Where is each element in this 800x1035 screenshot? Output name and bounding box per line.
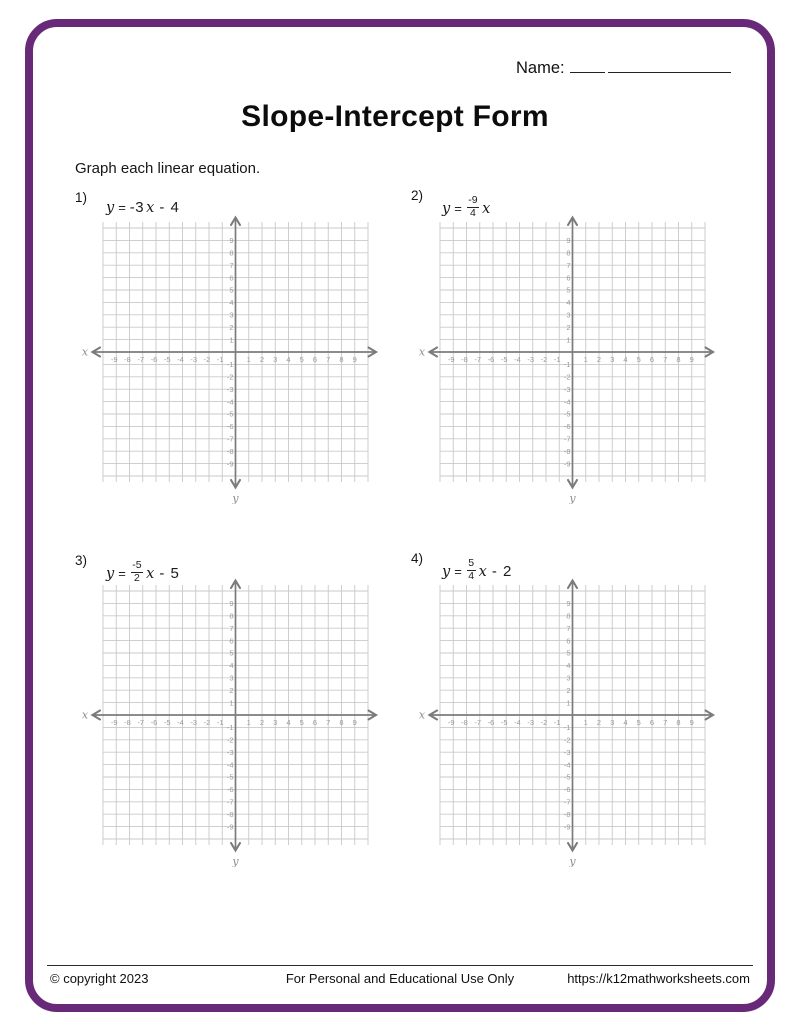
problem-1-number: 1) [75, 190, 88, 205]
x-tick-label: 5 [299, 355, 304, 364]
y-tick-label: -3 [563, 747, 571, 757]
equals-sign: = [454, 564, 462, 580]
y-tick-label: 7 [566, 260, 571, 270]
x-tick-label: 6 [312, 718, 318, 727]
x-tick-label: 5 [636, 355, 641, 364]
equation-constant: - 4 [159, 199, 180, 216]
y-tick-label: 9 [566, 236, 571, 246]
y-tick-label: 5 [229, 285, 234, 295]
x-axis [93, 711, 377, 720]
coordinate-grid-2[interactable] [416, 214, 718, 504]
y-tick-label: -2 [226, 735, 234, 745]
x-tick-label: 6 [649, 355, 655, 364]
x-tick-label: 4 [623, 718, 628, 727]
y-tick-label: 5 [229, 648, 234, 658]
x-axis-label: x [81, 345, 89, 359]
x-tick-label: -6 [487, 718, 495, 727]
x-tick-label: 6 [649, 718, 655, 727]
x-tick-label: 8 [676, 355, 681, 364]
equation-lhs: y [106, 200, 115, 216]
y-tick-label: 6 [229, 273, 234, 283]
x-tick-label: 4 [286, 355, 291, 364]
equals-sign: = [454, 201, 462, 217]
x-tick-label: 2 [596, 355, 602, 364]
y-tick-label: 5 [566, 285, 571, 295]
x-tick-label: 1 [246, 718, 251, 727]
fraction-numerator: 5 [467, 558, 476, 571]
grid-svg [416, 577, 718, 867]
y-tick-label: 1 [229, 335, 234, 345]
x-tick-label: -8 [124, 718, 131, 727]
x-tick-label: -9 [447, 718, 455, 727]
equation-lhs: y [442, 201, 451, 218]
x-tick-label: -2 [203, 718, 211, 727]
x-tick-label: 1 [583, 355, 588, 364]
coordinate-grid-4[interactable] [416, 577, 718, 867]
y-tick-label: -9 [226, 822, 234, 832]
y-tick-label: -2 [563, 735, 571, 745]
x-tick-label: 7 [326, 355, 331, 364]
y-tick-label: -8 [563, 446, 571, 456]
x-tick-label: 8 [676, 718, 681, 727]
x-tick-label: -9 [110, 355, 118, 364]
y-tick-label: 8 [229, 248, 234, 258]
y-tick-label: -5 [226, 772, 234, 782]
grid-svg [79, 577, 381, 867]
y-tick-label: -7 [563, 797, 571, 807]
equation-variable: x [146, 566, 155, 583]
x-tick-label: -2 [540, 355, 548, 364]
y-tick-label: -4 [563, 760, 571, 770]
y-tick-label: 5 [566, 648, 571, 658]
y-tick-label: 2 [566, 322, 571, 332]
equals-sign: = [118, 200, 126, 215]
y-tick-label: -8 [563, 809, 571, 819]
y-tick-label: -5 [563, 772, 571, 782]
y-tick-label: 1 [229, 698, 234, 708]
equation-variable: x [482, 201, 491, 218]
y-tick-label: -6 [226, 422, 234, 432]
x-axis-label: x [418, 345, 426, 359]
problem-3-number: 3) [75, 553, 88, 568]
x-tick-label: 9 [352, 718, 357, 727]
y-tick-label: 6 [229, 636, 234, 646]
y-tick-label: 3 [566, 310, 571, 320]
y-tick-label: 4 [229, 661, 234, 671]
y-axis-label: y [232, 855, 239, 867]
y-tick-label: -4 [226, 760, 234, 770]
x-tick-label: 5 [636, 718, 641, 727]
y-tick-label: -5 [226, 409, 234, 419]
fraction-numerator: -9 [467, 195, 479, 208]
x-tick-label: 3 [273, 355, 278, 364]
equation-lhs: y [106, 566, 115, 583]
x-tick-label: -8 [461, 355, 468, 364]
x-tick-label: 9 [689, 355, 694, 364]
x-tick-label: -4 [177, 718, 184, 727]
instruction-text: Graph each linear equation. [75, 160, 261, 177]
x-tick-label: -4 [514, 718, 521, 727]
x-tick-label: -2 [540, 718, 548, 727]
y-tick-label: 8 [566, 248, 571, 258]
y-tick-label: -9 [563, 459, 571, 469]
x-tick-label: -7 [474, 718, 482, 727]
y-tick-label: 9 [566, 599, 571, 609]
y-tick-label: -7 [563, 434, 571, 444]
y-axis-label: y [232, 492, 239, 504]
y-tick-label: 9 [229, 599, 234, 609]
y-tick-label: -5 [563, 409, 571, 419]
equation-variable: x [478, 564, 487, 581]
y-tick-label: 3 [229, 310, 234, 320]
x-tick-label: -8 [461, 718, 468, 727]
footer-usage-text: For Personal and Educational Use Only [285, 971, 515, 986]
y-tick-label: 8 [566, 611, 571, 621]
y-tick-label: -1 [563, 723, 571, 733]
fraction-numerator: -5 [131, 560, 143, 573]
y-tick-label: -3 [226, 384, 234, 394]
x-axis-label: x [81, 708, 89, 722]
y-tick-label: -6 [563, 785, 571, 795]
x-tick-label: -1 [216, 355, 224, 364]
y-tick-label: 7 [566, 623, 571, 633]
x-tick-label: -5 [163, 355, 171, 364]
x-axis-label: x [418, 708, 426, 722]
x-tick-label: 7 [663, 718, 668, 727]
x-tick-label: 2 [259, 718, 265, 727]
x-tick-label: -5 [163, 718, 171, 727]
y-tick-label: 4 [566, 661, 571, 671]
x-tick-label: -5 [500, 355, 508, 364]
x-tick-label: -7 [137, 355, 145, 364]
y-tick-label: -3 [563, 384, 571, 394]
y-axis-label: y [569, 855, 576, 867]
name-field [516, 57, 731, 78]
footer-url[interactable]: https://k12mathworksheets.com [567, 971, 750, 986]
x-tick-label: 6 [312, 355, 318, 364]
y-tick-label: 1 [566, 335, 571, 345]
x-axis [430, 348, 714, 357]
y-tick-label: 8 [229, 611, 234, 621]
y-tick-label: 7 [229, 260, 234, 270]
x-tick-label: -6 [150, 718, 158, 727]
y-tick-label: -1 [226, 723, 234, 733]
grid-svg [79, 214, 381, 504]
y-tick-label: 9 [229, 236, 234, 246]
footer-divider [47, 965, 753, 966]
x-tick-label: 3 [610, 355, 615, 364]
y-tick-label: 4 [566, 298, 571, 308]
fraction-denominator: 4 [468, 570, 475, 583]
coordinate-grid-1[interactable] [79, 214, 381, 504]
x-tick-label: -6 [150, 355, 158, 364]
problem-2-number: 2) [411, 188, 424, 203]
x-tick-label: -6 [487, 355, 495, 364]
x-tick-label: -4 [514, 355, 521, 364]
equation-constant: - 2 [491, 563, 513, 581]
y-tick-label: 2 [229, 322, 234, 332]
x-tick-label: 5 [299, 718, 304, 727]
name-blank-line[interactable] [570, 57, 605, 73]
y-tick-label: -2 [563, 372, 571, 382]
y-tick-label: -6 [226, 785, 234, 795]
x-tick-label: 2 [596, 718, 602, 727]
fraction-denominator: 2 [134, 572, 140, 585]
footer-copyright: © copyright 2023 [50, 971, 149, 986]
worksheet-title: Slope-Intercept Form [241, 100, 549, 133]
x-axis [93, 348, 377, 357]
equals-sign: = [118, 566, 126, 582]
x-tick-label: 8 [339, 718, 344, 727]
equation-constant: - 5 [159, 565, 180, 583]
x-tick-label: -5 [500, 718, 508, 727]
y-tick-label: 2 [566, 685, 571, 695]
y-tick-label: 6 [566, 636, 571, 646]
y-tick-label: -9 [226, 459, 234, 469]
y-tick-label: -4 [563, 397, 571, 407]
equation-variable: x [146, 200, 155, 216]
y-tick-label: -3 [226, 747, 234, 757]
y-tick-label: -4 [226, 397, 234, 407]
x-tick-label: -3 [527, 355, 535, 364]
x-tick-label: 4 [286, 718, 291, 727]
y-tick-label: -1 [226, 360, 234, 370]
x-tick-label: -1 [216, 718, 224, 727]
grid-svg [416, 214, 718, 504]
equation-lhs: y [442, 564, 451, 581]
y-tick-label: -2 [226, 372, 234, 382]
y-tick-label: 6 [566, 273, 571, 283]
x-tick-label: 9 [352, 355, 357, 364]
x-tick-label: -1 [553, 718, 561, 727]
y-tick-label: -7 [226, 797, 234, 807]
x-tick-label: -3 [527, 718, 535, 727]
x-tick-label: -7 [137, 718, 145, 727]
name-label: Name: [516, 59, 565, 77]
problem-4-number: 4) [411, 551, 424, 566]
x-tick-label: -3 [190, 355, 198, 364]
x-tick-label: 7 [663, 355, 668, 364]
x-tick-label: 9 [689, 718, 694, 727]
y-tick-label: 2 [229, 685, 234, 695]
x-tick-label: -3 [190, 718, 198, 727]
y-tick-label: -8 [226, 446, 234, 456]
y-tick-label: 7 [229, 623, 234, 633]
y-axis-label: y [569, 492, 576, 504]
name-blank-line[interactable] [608, 57, 731, 73]
x-tick-label: 3 [610, 718, 615, 727]
y-tick-label: -7 [226, 434, 234, 444]
y-tick-label: 4 [229, 298, 234, 308]
fraction-denominator: 4 [470, 207, 476, 220]
x-tick-label: 2 [259, 355, 265, 364]
x-tick-label: 4 [623, 355, 628, 364]
x-tick-label: 8 [339, 355, 344, 364]
x-tick-label: -7 [474, 355, 482, 364]
x-tick-label: 7 [326, 718, 331, 727]
x-tick-label: -2 [203, 355, 211, 364]
y-tick-label: 1 [566, 698, 571, 708]
x-tick-label: -8 [124, 355, 131, 364]
y-tick-label: -9 [563, 822, 571, 832]
x-tick-label: 1 [246, 355, 251, 364]
x-tick-label: -9 [447, 355, 455, 364]
y-tick-label: 3 [229, 673, 234, 683]
y-tick-label: -1 [563, 360, 571, 370]
x-tick-label: -1 [553, 355, 561, 364]
y-tick-label: -8 [226, 809, 234, 819]
y-tick-label: -6 [563, 422, 571, 432]
x-axis [430, 711, 714, 720]
x-tick-label: -4 [177, 355, 184, 364]
coordinate-grid-3[interactable] [79, 577, 381, 867]
x-tick-label: 3 [273, 718, 278, 727]
slope-value: -3 [129, 199, 145, 216]
x-tick-label: 1 [583, 718, 588, 727]
x-tick-label: -9 [110, 718, 118, 727]
y-tick-label: 3 [566, 673, 571, 683]
